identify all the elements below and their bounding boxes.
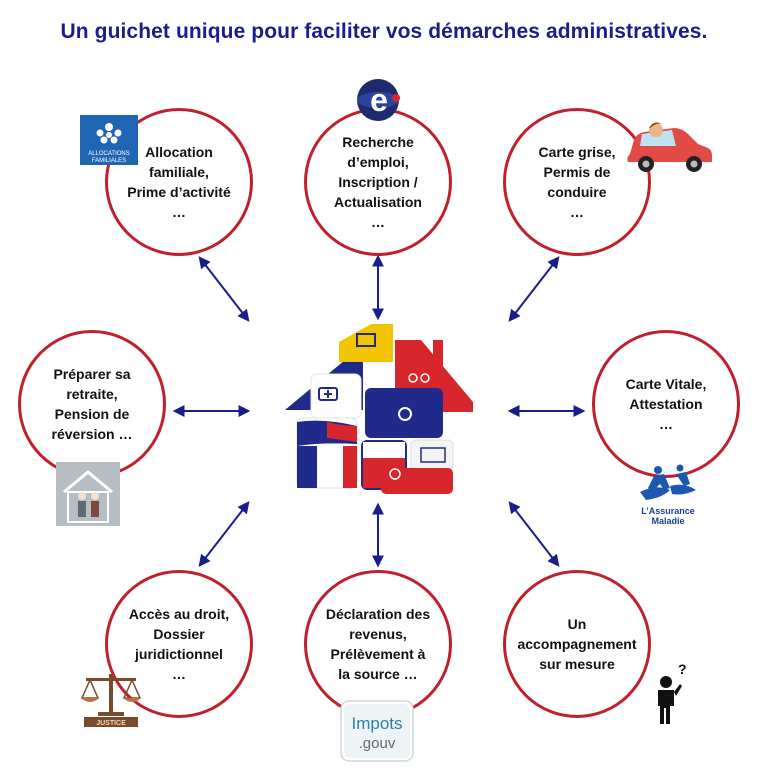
assurance-logo-text-1: L’Assurance <box>641 506 695 516</box>
service-label: Carte Vitale, Attestation … <box>625 376 707 432</box>
pole-emploi-logo-icon <box>352 78 404 122</box>
service-label: Un accompagnement sur mesure <box>517 616 637 672</box>
service-retraite <box>18 330 166 478</box>
svg-text:?: ? <box>678 661 687 677</box>
justice-text: JUSTICE <box>96 720 126 727</box>
caf-logo-text-2: FAMILIALES <box>91 158 127 164</box>
arrow-top-left <box>200 258 248 320</box>
france-services-house-icon <box>283 322 478 502</box>
service-label: Accès au droit, Dossier juridictionnel … <box>128 606 230 682</box>
service-carte-vitale <box>592 330 740 478</box>
impots-gouv-logo-icon <box>340 700 414 762</box>
service-label: Carte grise, Permis de conduire … <box>538 144 616 220</box>
assurance-logo-text-2: Maladie <box>651 516 685 526</box>
service-label: Déclaration des revenus, Prélèvement à la source … <box>325 606 431 682</box>
service-label: Préparer sa retraite, Pension de réversion … <box>51 366 133 442</box>
service-declaration-revenus <box>304 570 452 718</box>
retired-couple-icon <box>56 462 120 526</box>
car-icon <box>624 112 714 178</box>
impots-logo-text-1: Impots <box>351 714 403 733</box>
arrow-top-right <box>510 258 558 320</box>
justice-scales-icon <box>78 668 144 728</box>
service-accompagnement <box>503 570 651 718</box>
impots-logo-text-2: .gouv <box>358 735 396 752</box>
service-label: Allocation familiale, Prime d’activité … <box>127 144 231 220</box>
service-recherche-emploi <box>304 108 452 256</box>
thinking-person-icon <box>652 660 688 726</box>
arrow-bottom-left <box>200 503 248 565</box>
page-title: Un guichet unique pour faciliter vos démarches administratives. <box>60 20 708 43</box>
arrow-bottom-right <box>510 503 558 565</box>
service-label: Recherche d’emploi, Inscription / Actualisation … <box>334 134 422 230</box>
assurance-maladie-logo-icon <box>636 462 700 528</box>
svg-text:e: e <box>370 82 388 118</box>
caf-logo-icon <box>80 115 138 165</box>
caf-logo-text-1: ALLOCATIONS <box>88 151 130 157</box>
